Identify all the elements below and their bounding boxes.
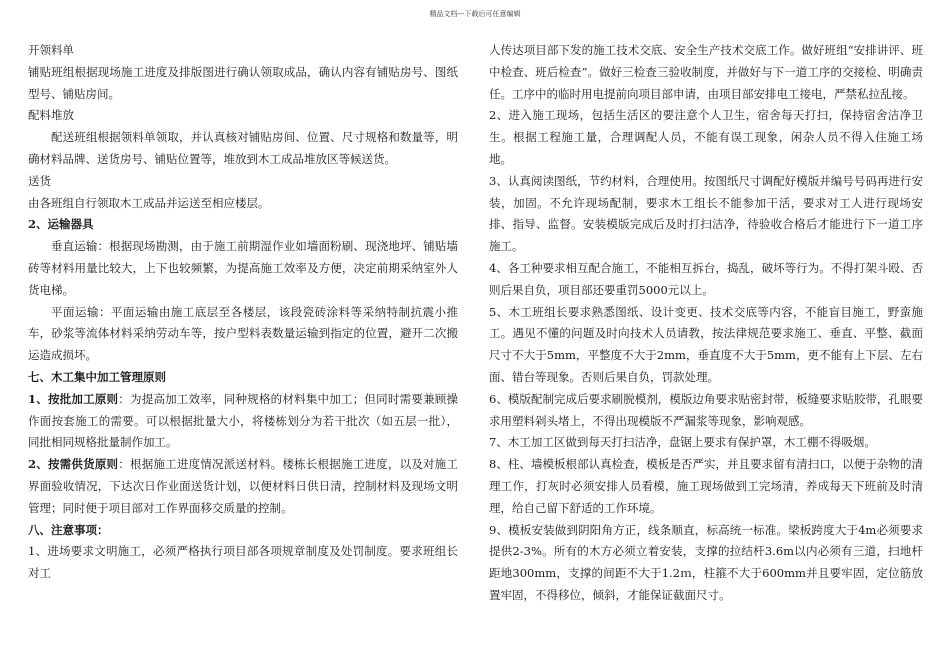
right-paragraph: 9、模板安装做到阴阳角方正，线条顺直，标高统一标准。梁板跨度大于4m必须要求提供2-3%。所有的木方必须立着安装，支撑的拉结杆3.6m以内必须有三道，扫地杆距地300mm，支撑的间距不大于1.2ｍ，柱箍不大于600mm并且要牢固，定位筋放置牢固，不得移位，倾斜，才能保证截面尺寸。 (489, 522, 923, 602)
left-paragraph: 由各班组自行领取木工成品并运送至相应楼层。 (28, 195, 270, 210)
left-paragraph: 1、进场要求文明施工，必须严格执行项目部各项规章制度及处罚制度。要求班组长对工 (28, 544, 458, 581)
right-column (489, 40, 923, 607)
left-column (28, 40, 458, 585)
left-paragraph (28, 389, 458, 454)
right-paragraph: 4、各工种要求相互配合施工，不能相互拆台，捣乱，破坏等行为。不得打架斗殴、否则后果自负，项目部还要重罚5000元以上。 (489, 260, 923, 297)
right-paragraph: 5、木工班组长要求熟悉图纸、设计变更、技术交底等内容，不能盲目施工，野蛮施工。遇见不懂的问题及时向技术人员请教，按法律规范要求施工、垂直、平整、截面尺寸不大于5mm，平整度不大于2mm，垂直度不大于5mm，更不能有上下层、左右面、错台等现象。否则后果自负，罚款处理。 (489, 304, 923, 384)
paragraph-lead: 2、按需供货原则 (28, 457, 119, 472)
left-paragraph: 平面运输：平面运输由施工底层至各楼层，该段瓷砖涂料等采纳特制抗震小推车，砂浆等流体材料采纳劳动车等，按户型料表数量运输到指定的位置，避开二次搬运造成损坏。 (28, 304, 458, 363)
right-paragraph: 2、进入施工现场，包括生活区的要注意个人卫生，宿舍每天打扫，保持宿舍洁净卫生。根据工程施工量，合理调配人员，不能有误工现象，闲杂人员不得入住施工场地。 (489, 108, 923, 166)
left-paragraph: 2、运输器具 (28, 217, 94, 232)
left-paragraph: 开领料单 (28, 43, 74, 57)
right-paragraph: 人传达项目部下发的施工技术交底、安全生产技术交底工作。做好班组“安排讲评、班中检查、班后检查”。做好三检查三验收制度，并做好与下一道工序的交接检、明确责任。工序中的临时用电提前向项目部申请，由项目部安排电工接电，严禁私拉乱接。 (489, 43, 923, 101)
left-paragraph: 配送班组根据领料单领取，并认真核对铺贴房间、位置、尺寸规格和数量等，明确材料品牌、送货房号、铺贴位置等，堆放到木工成品堆放区等候送货。 (28, 130, 458, 166)
right-paragraph: 7、木工加工区做到每天打扫洁净，盘锯上要求有保护罩，木工棚不得吸烟。 (489, 435, 876, 450)
page-header: 精品文档---下载后可任意编辑 (429, 10, 521, 18)
right-paragraph: 3、认真阅读图纸，节约材料，合理使用。按图纸尺寸调配好模版并编号号码再进行安装，加固。不允许现场配制，要求木工组长不能参加干活，要求对工人进行现场安排、指导、监督。安装模版完成后及时打扫洁净，待验收合格后才能进行下一道工序施工。 (489, 173, 923, 254)
right-paragraph: 8、柱、墙模板根部认真检查，模板是否严实，并且要求留有清扫口，以便于杂物的清理工作，打灰时必须安排人员看模，施工现场做到工完场清，养成每天下班前及时清理，给自己留下舒适的工作环境。 (489, 457, 923, 515)
left-paragraph: 铺贴班组根据现场施工进度及排版图进行确认领取成品，确认内容有铺贴房号、图纸型号、铺贴房间。 (28, 64, 458, 101)
right-paragraph: 6、模版配制完成后要求刷脱模剂，模版边角要求贴密封带，板缝要求贴胶带，孔眼要求用塑料剁头堵上，不得出现模版不严漏浆等现象，影响观感。 (489, 391, 923, 428)
left-paragraph: 送货 (28, 173, 51, 188)
left-paragraph: 八、注意事项： (28, 522, 109, 537)
left-paragraph (28, 454, 458, 519)
left-paragraph: 配料堆放 (28, 108, 74, 123)
paragraph-lead: 1、按批加工原则 (28, 391, 119, 406)
left-paragraph: 七、木工集中加工管理原则 (28, 369, 166, 384)
paragraph-text: ：根据施工进度情况派送材料。楼栋长根据施工进度，以及对施工界面验收情况，下达次日作业面送货计划，以便材料日供日清，控制材料及现场文明管理；同时便于项目部对工作界面移交质量的控制。 (28, 457, 458, 515)
paragraph-text: ：为提高加工效率，同种规格的材料集中加工；但同时需要兼顾操作面按套施工的需要。可以根据批量大小，将楼栋划分为若干批次（如五层一批），同批相同规格批量制作加工。 (28, 391, 458, 450)
left-paragraph: 垂直运输：根据现场勘测，由于施工前期湿作业如墙面粉刷、现浇地坪、铺贴墙砖等材料用量比较大，上下也较频繁，为提高施工效率及方便，决定前期采纳室外人货电梯。 (28, 239, 458, 297)
